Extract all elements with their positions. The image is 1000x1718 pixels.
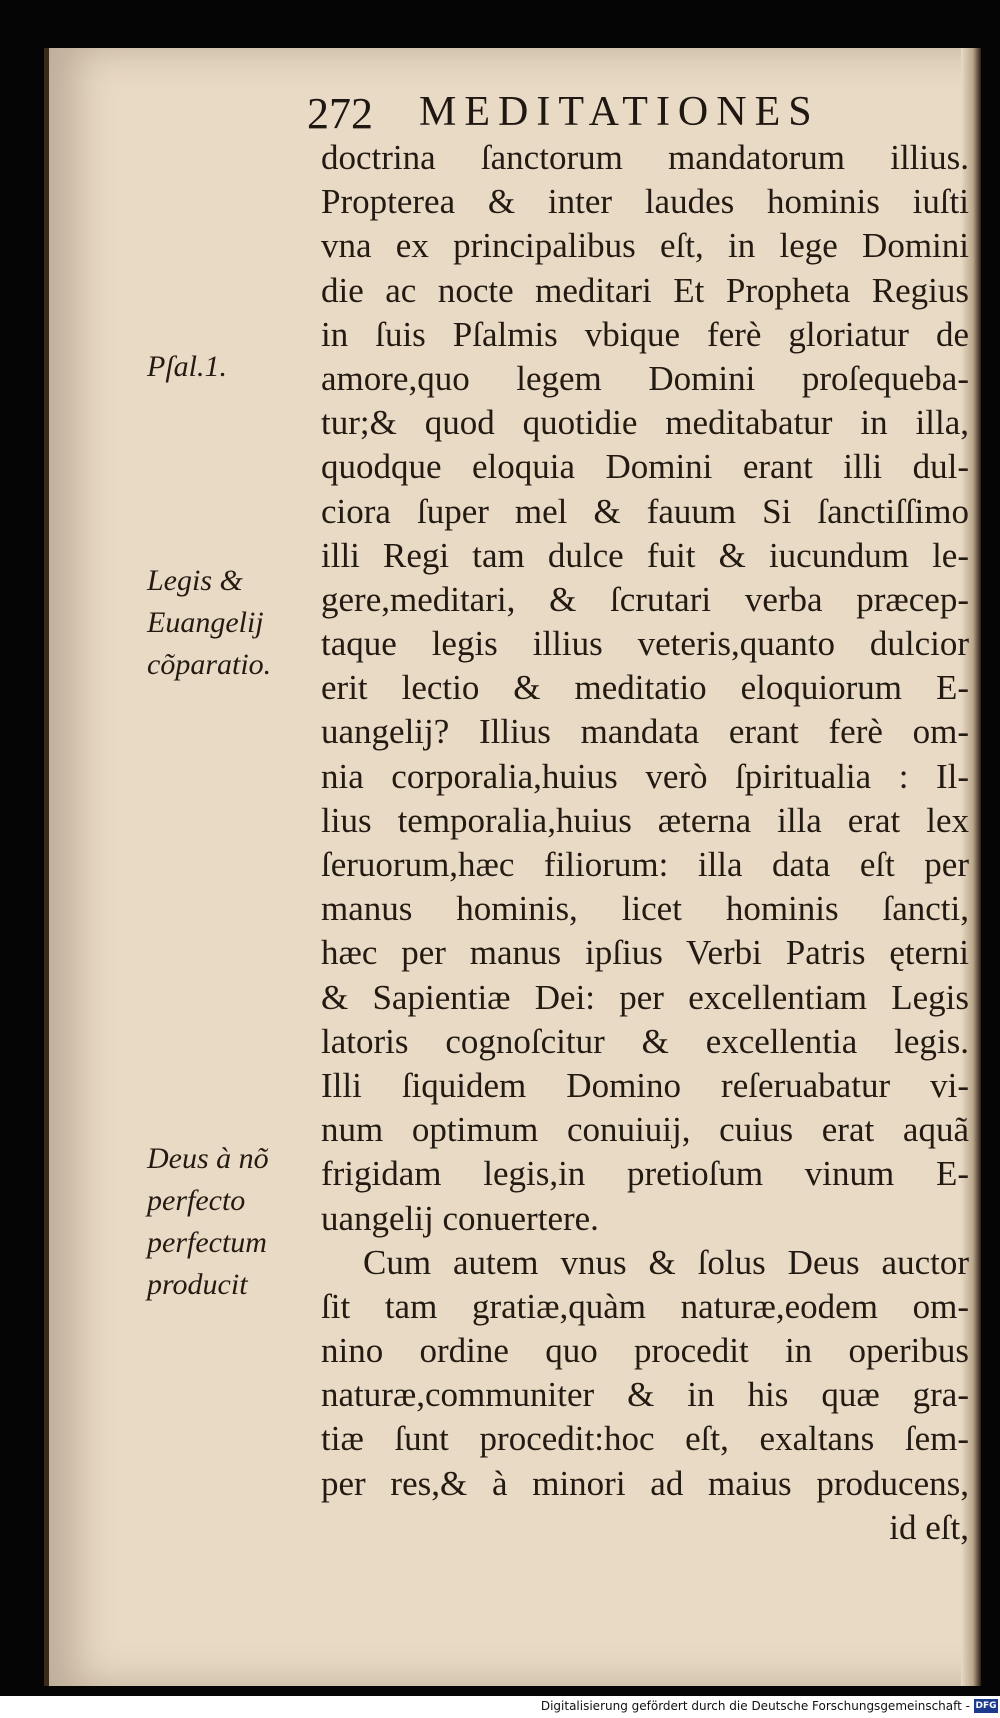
text-line: per res,& à minori ad maius producens, (321, 1463, 969, 1503)
text-line: ſit tam gratiæ,quàm naturæ,eodem om- (321, 1286, 969, 1326)
text-line: Propterea & inter laudes hominis iuſti (321, 182, 969, 222)
margin-note-line: Euangelij (147, 606, 264, 639)
body-text (321, 136, 969, 1550)
text-line: nino ordine quo procedit in operibus (321, 1331, 969, 1371)
text-line: die ac nocte meditari Et Propheta Regius (321, 270, 969, 310)
text-line: num optimum conuiuij, cuius erat aquã (321, 1110, 969, 1150)
margin-note-legis (147, 560, 317, 686)
text-line: quodque eloquia Domini erant illi dul- (321, 447, 969, 487)
text-line: Cum autem vnus & ſolus Deus auctor (363, 1242, 969, 1282)
footer-credit: Digitalisierung gefördert durch die Deutsche Forschungsgemeinschaft - (540, 1699, 970, 1713)
dfg-logo: DFG (975, 1701, 997, 1711)
margin-note-line: Legis & (147, 564, 243, 597)
text-line: frigidam legis,in pretioſum vinum E- (321, 1154, 969, 1194)
text-line: tur;& quod quotidie meditabatur in illa, (321, 403, 969, 443)
text-line: taque legis illius veteris,quanto dulcior (321, 624, 969, 664)
text-line: lius temporalia,huius æterna illa erat lex (321, 800, 969, 840)
text-line: doctrina ſanctorum mandatorum illius. (321, 138, 969, 177)
text-line: naturæ,communiter & in his quæ gra- (321, 1375, 969, 1415)
margin-note-line: perfecto (147, 1184, 246, 1217)
text-line: ciora ſuper mel & fauum Si ſanctiſſimo (321, 491, 969, 531)
text-line: gere,meditari, & ſcrutari verba præcep- (321, 579, 969, 619)
running-title: MEDITATIONES (419, 89, 820, 135)
text-line: & Sapientiæ Dei: per excellentiam Legis (321, 977, 969, 1017)
page-number: 272 (307, 89, 373, 138)
margin-note-psalm (147, 346, 317, 388)
margin-note-line: perfectum (147, 1226, 267, 1259)
catchword: id eſt, (889, 1507, 969, 1547)
margin-note-deus (147, 1138, 317, 1306)
margin-note-line: producit (147, 1268, 248, 1301)
book-page (44, 48, 981, 1686)
running-head (307, 88, 907, 138)
footer-bar (0, 1696, 1000, 1718)
margin-note-line: cõparatio. (147, 648, 272, 681)
margin-note-line: Pſal.1. (147, 350, 227, 383)
margin-note-line: Deus à nõ (147, 1142, 269, 1175)
text-line: ſeruorum,hæc filiorum: illa data eſt per (321, 845, 969, 884)
text-line: manus hominis, licet hominis ſancti, (321, 889, 969, 929)
text-line: in ſuis Pſalmis vbique ferè gloriatur de (321, 314, 969, 354)
text-line: tiæ ſunt procedit:hoc eſt, exaltans ſem- (321, 1419, 969, 1459)
text-line: Illi ſiquidem Domino reſeruabatur vi- (321, 1065, 969, 1105)
text-line: amore,quo legem Domini proſequeba- (321, 358, 969, 398)
text-line: vna ex principalibus eſt, in lege Domini (321, 226, 969, 266)
text-line: illi Regi tam dulce fuit & iucundum le- (321, 535, 969, 575)
text-line: nia corporalia,huius verò ſpiritualia : Il- (321, 756, 969, 796)
text-line: uangelij conuertere. (321, 1198, 599, 1238)
text-line: erit lectio & meditatio eloquiorum E- (321, 668, 969, 708)
text-line: hæc per manus ipſius Verbi Patris ęterni (321, 933, 969, 973)
text-line: latoris cognoſcitur & excellentia legis. (321, 1021, 969, 1061)
text-line: uangelij? Illius mandata erant ferè om- (321, 712, 969, 752)
